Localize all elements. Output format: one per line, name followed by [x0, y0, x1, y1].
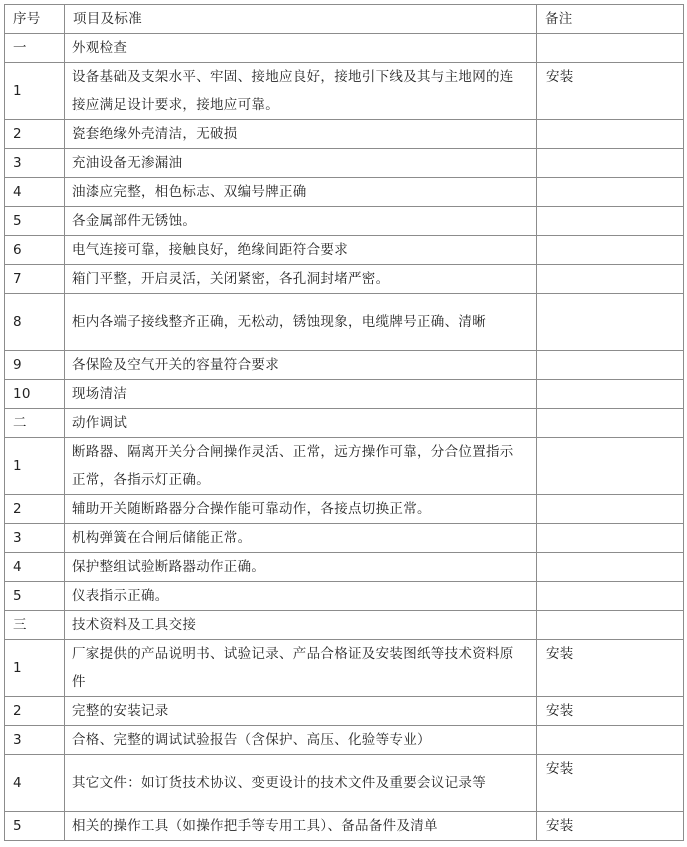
row-item: 其它文件：如订货技术协议、变更设计的技术文件及重要会议记录等	[65, 755, 537, 812]
row-no: 9	[5, 351, 65, 380]
row-item: 油漆应完整，相色标志、双编号牌正确	[65, 178, 537, 207]
row-note	[537, 34, 684, 63]
table-row	[5, 812, 684, 841]
row-no: 4	[5, 755, 65, 812]
row-item: 现场清洁	[65, 380, 537, 409]
row-note	[537, 236, 684, 265]
row-note: 安装	[537, 755, 684, 812]
table-row	[5, 438, 684, 495]
row-no: 3	[5, 524, 65, 553]
table-row	[5, 726, 684, 755]
row-note	[537, 149, 684, 178]
row-no: 5	[5, 207, 65, 236]
row-no: 二	[5, 409, 65, 438]
row-item: 断路器、隔离开关分合闸操作灵活、正常，远方操作可靠，分合位置指示正常，各指示灯正确。	[65, 438, 537, 495]
table-row	[5, 640, 684, 697]
row-no: 三	[5, 611, 65, 640]
row-no: 10	[5, 380, 65, 409]
table-row	[5, 697, 684, 726]
row-no: 4	[5, 178, 65, 207]
inspection-table	[4, 4, 684, 841]
row-item: 相关的操作工具（如操作把手等专用工具）、备品备件及清单	[65, 812, 537, 841]
row-item: 保护整组试验断路器动作正确。	[65, 553, 537, 582]
table-row	[5, 236, 684, 265]
row-note	[537, 524, 684, 553]
row-item: 瓷套绝缘外壳清洁，无破损	[65, 120, 537, 149]
row-no: 8	[5, 294, 65, 351]
row-no: 一	[5, 34, 65, 63]
row-note: 安装	[537, 640, 684, 697]
row-item: 充油设备无渗漏油	[65, 149, 537, 178]
row-note	[537, 207, 684, 236]
row-no: 5	[5, 812, 65, 841]
row-item: 设备基础及支架水平、牢固、接地应良好，接地引下线及其与主地网的连接应满足设计要求，接地应可靠。	[65, 63, 537, 120]
row-note	[537, 409, 684, 438]
row-no: 4	[5, 553, 65, 582]
row-note	[537, 120, 684, 149]
table-row	[5, 553, 684, 582]
header-no: 序号	[5, 5, 65, 34]
table-row	[5, 63, 684, 120]
table-row	[5, 265, 684, 294]
row-note	[537, 726, 684, 755]
row-item: 机构弹簧在合闸后储能正常。	[65, 524, 537, 553]
row-note	[537, 294, 684, 351]
section-row	[5, 409, 684, 438]
row-item: 柜内各端子接线整齐正确，无松动，锈蚀现象，电缆牌号正确、清晰	[65, 294, 537, 351]
row-note	[537, 582, 684, 611]
row-item: 各保险及空气开关的容量符合要求	[65, 351, 537, 380]
row-no: 5	[5, 582, 65, 611]
row-note	[537, 438, 684, 495]
row-item: 技术资料及工具交接	[65, 611, 537, 640]
row-item: 仪表指示正确。	[65, 582, 537, 611]
row-item: 厂家提供的产品说明书、试验记录、产品合格证及安装图纸等技术资料原件	[65, 640, 537, 697]
table-row	[5, 294, 684, 351]
row-item: 各金属部件无锈蚀。	[65, 207, 537, 236]
section-row	[5, 611, 684, 640]
table-row	[5, 178, 684, 207]
row-note	[537, 380, 684, 409]
row-no: 1	[5, 640, 65, 697]
row-no: 3	[5, 149, 65, 178]
row-no: 1	[5, 438, 65, 495]
row-no: 7	[5, 265, 65, 294]
header-item: 项目及标准	[65, 5, 537, 34]
header-row	[5, 5, 684, 34]
table-row	[5, 582, 684, 611]
table-row	[5, 207, 684, 236]
row-item: 完整的安装记录	[65, 697, 537, 726]
table-row	[5, 755, 684, 812]
row-item: 电气连接可靠，接触良好，绝缘间距符合要求	[65, 236, 537, 265]
row-no: 1	[5, 63, 65, 120]
row-item: 外观检查	[65, 34, 537, 63]
row-note	[537, 553, 684, 582]
row-item: 合格、完整的调试试验报告（含保护、高压、化验等专业）	[65, 726, 537, 755]
section-row	[5, 34, 684, 63]
row-no: 2	[5, 120, 65, 149]
row-note: 安装	[537, 812, 684, 841]
row-item: 辅助开关随断路器分合操作能可靠动作，各接点切换正常。	[65, 495, 537, 524]
table-row	[5, 495, 684, 524]
table-row	[5, 380, 684, 409]
row-note	[537, 351, 684, 380]
row-note	[537, 495, 684, 524]
header-note: 备注	[537, 5, 684, 34]
table-row	[5, 120, 684, 149]
row-note	[537, 265, 684, 294]
table-row	[5, 524, 684, 553]
table-body	[5, 34, 684, 841]
row-note	[537, 611, 684, 640]
table-row	[5, 351, 684, 380]
row-no: 6	[5, 236, 65, 265]
table-row	[5, 149, 684, 178]
row-note	[537, 178, 684, 207]
row-note: 安装	[537, 697, 684, 726]
row-item: 箱门平整，开启灵活，关闭紧密，各孔洞封堵严密。	[65, 265, 537, 294]
row-no: 2	[5, 697, 65, 726]
row-item: 动作调试	[65, 409, 537, 438]
row-note: 安装	[537, 63, 684, 120]
row-no: 3	[5, 726, 65, 755]
row-no: 2	[5, 495, 65, 524]
